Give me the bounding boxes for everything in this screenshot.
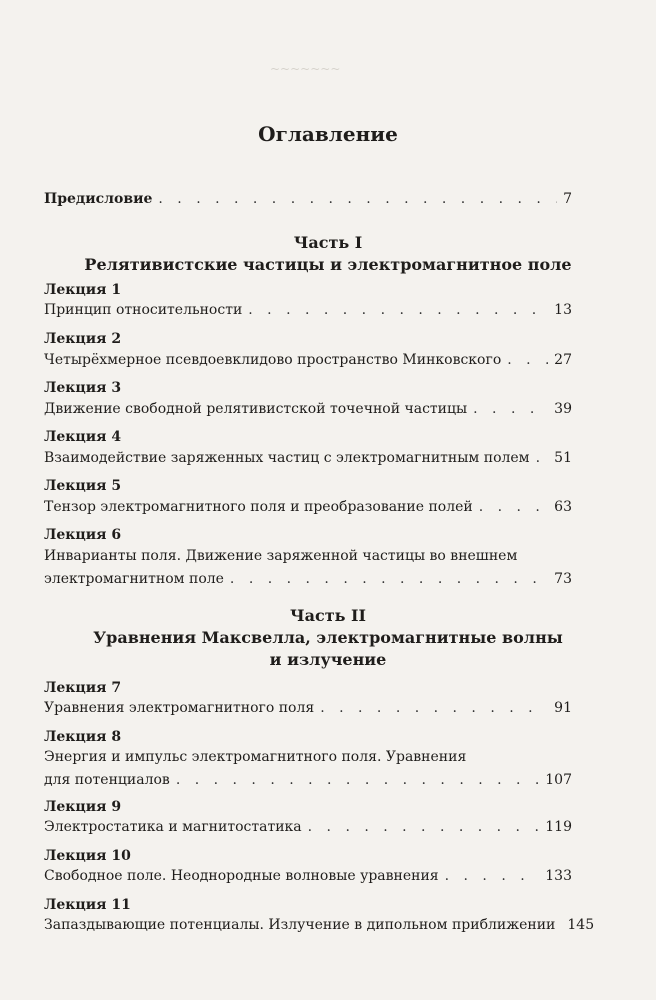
leader-dots — [230, 568, 548, 591]
leader-dots — [158, 188, 557, 211]
lecture-title: Уравнения электромагнитного поля — [44, 700, 315, 716]
lecture-label: Лекция 10 — [44, 848, 131, 864]
lecture-entry — [44, 816, 572, 839]
lecture-title-line2: электромагнитном поле — [44, 571, 224, 587]
leader-dots — [473, 398, 548, 421]
lecture-title-line1: Энергия и импульс электромагнитного поля. Уравнения — [44, 749, 467, 765]
page-number: 91 — [554, 700, 572, 716]
lecture-label: Лекция 11 — [44, 897, 131, 913]
leader-dots — [248, 299, 548, 322]
lecture-entry — [44, 545, 572, 591]
lecture-entry — [44, 398, 572, 421]
page-number: 107 — [545, 772, 572, 788]
lecture-title: Тензор электромагнитного поля и преобразование полей — [44, 499, 473, 515]
lecture-entry — [44, 914, 595, 937]
lecture-title: Взаимодействие заряженных частиц с электромагнитным полем — [44, 450, 530, 466]
lecture-label: Лекция 2 — [44, 331, 122, 347]
leader-dots — [507, 349, 548, 372]
page-number: 39 — [554, 401, 572, 417]
part-subtitle: Релятивистские частицы и электромагнитное поле — [84, 255, 572, 274]
page-number: 119 — [545, 819, 572, 835]
leader-dots — [445, 865, 540, 888]
preface-entry — [44, 188, 572, 211]
part-subtitle-line1: Уравнения Максвелла, электромагнитные волны — [93, 628, 563, 647]
lecture-entry — [44, 697, 572, 720]
lecture-label: Лекция 1 — [44, 282, 122, 298]
bleed-through-text: ~~~~~~~ — [270, 62, 341, 76]
lecture-entry — [44, 746, 572, 792]
page-number: 73 — [554, 571, 572, 587]
lecture-label: Лекция 5 — [44, 478, 122, 494]
lecture-entry — [44, 349, 572, 372]
lecture-entry — [44, 865, 572, 888]
lecture-title: Запаздывающие потенциалы. Излучение в дипольном приближении — [44, 917, 556, 933]
leader-dots — [479, 496, 548, 519]
part-heading: Часть II — [289, 606, 367, 625]
lecture-label: Лекция 8 — [44, 729, 122, 745]
lecture-label: Лекция 6 — [44, 527, 122, 543]
lecture-entry — [44, 447, 572, 470]
lecture-entry — [44, 496, 572, 519]
preface-label: Предисловие — [44, 191, 153, 207]
part-heading: Часть I — [293, 233, 363, 252]
part-subtitle-line2: и излучение — [269, 650, 387, 669]
lecture-title: Электростатика и магнитостатика — [44, 819, 302, 835]
page-number: 63 — [554, 499, 572, 515]
lecture-label: Лекция 4 — [44, 429, 122, 445]
page-number: 13 — [554, 302, 572, 318]
lecture-title-line1: Инварианты поля. Движение заряженной частицы во внешнем — [44, 548, 518, 564]
page-number: 7 — [563, 191, 572, 207]
page-number: 51 — [554, 450, 572, 466]
leader-dots — [320, 697, 548, 720]
lecture-title: Свободное поле. Неоднородные волновые уравнения — [44, 868, 439, 884]
leader-dots — [536, 447, 549, 470]
page-title: Оглавление — [258, 122, 398, 146]
page-number: 27 — [554, 352, 572, 368]
leader-dots — [176, 769, 539, 792]
lecture-title: Движение свободной релятивистской точечной частицы — [44, 401, 468, 417]
lecture-title: Принцип относительности — [44, 302, 243, 318]
lecture-title-line2: для потенциалов — [44, 772, 170, 788]
lecture-label: Лекция 3 — [44, 380, 122, 396]
lecture-label: Лекция 9 — [44, 799, 122, 815]
page-number: 145 — [567, 917, 595, 933]
leader-dots — [308, 816, 540, 839]
page-number: 133 — [545, 868, 572, 884]
lecture-title: Четырёхмерное псевдоевклидово пространство Минковского — [44, 352, 502, 368]
lecture-label: Лекция 7 — [44, 680, 122, 696]
lecture-entry — [44, 299, 572, 322]
